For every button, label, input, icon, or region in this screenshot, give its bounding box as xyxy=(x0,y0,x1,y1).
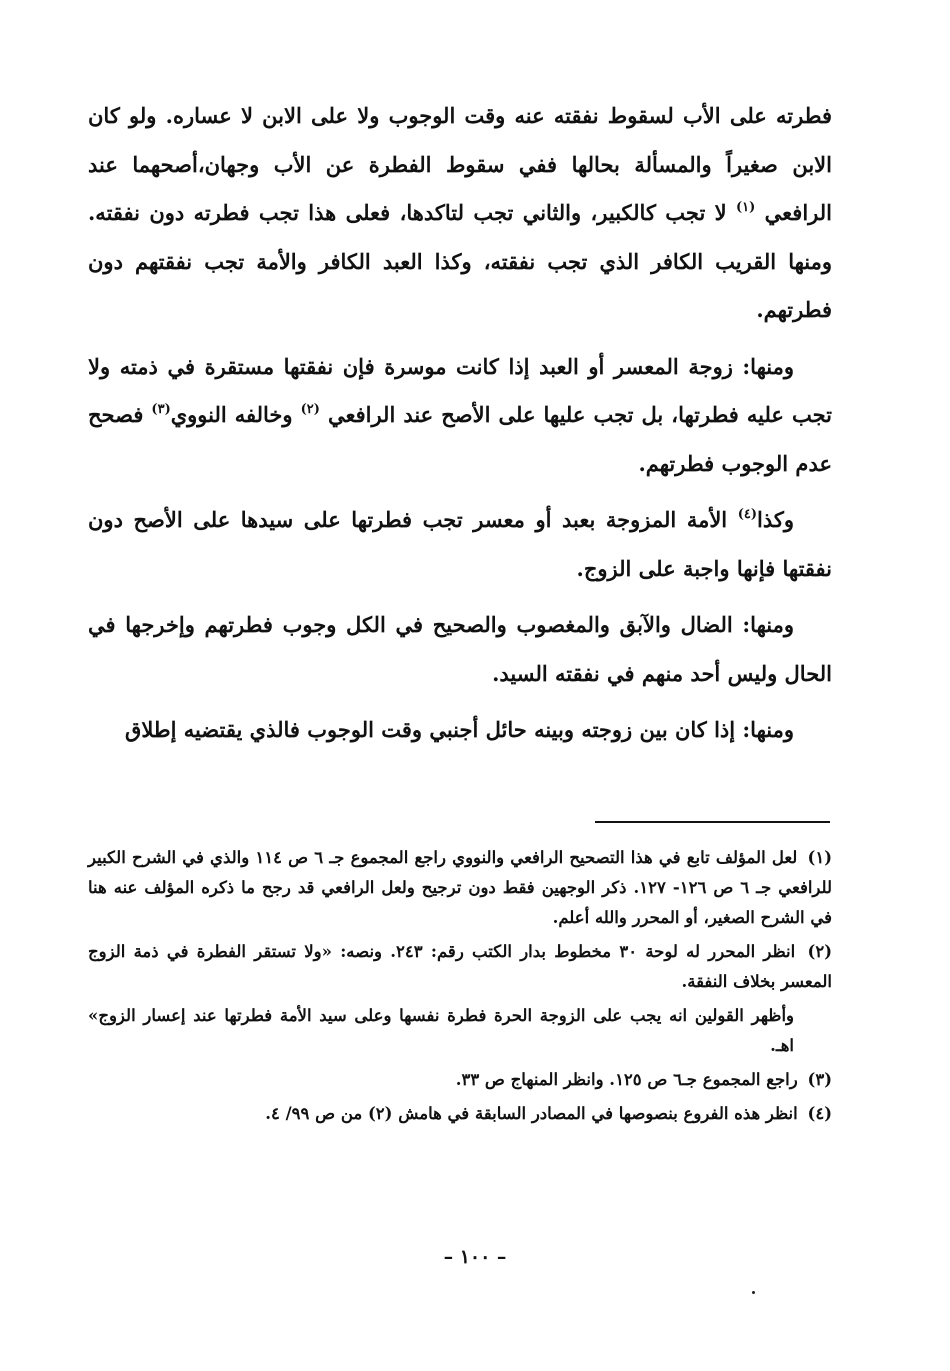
paragraph-1-text: فطرته على الأب لسقوط نفقته عنه وقت الوجوب ولا على الابن لا عساره. ولو كان الابن صغيراً والمسألة بحالها ففي سقوط الفطرة عن الأب وجهان،أصحهما عند الرافعي xyxy=(88,103,832,225)
paragraph-2-text: ومنها: زوجة المعسر أو العبد إذا كانت موسرة فإن نفقتها مستقرة في ذمته ولا تجب عليه فطرتها، بل تجب عليها على الأصح عند الرافعي xyxy=(88,353,833,427)
footnote-separator xyxy=(595,821,830,823)
paragraph-5-text: ومنها: إذا كان بين زوجته وبينه حائل أجنبي وقت الوجوب فالذي يقتضيه إطلاق xyxy=(125,717,794,742)
paragraph-5 xyxy=(88,706,832,755)
footnote-ref-4: (٤) xyxy=(737,507,757,522)
footnote-4 xyxy=(88,1099,832,1129)
footnote-3-label: (٣) xyxy=(807,1070,832,1089)
footnote-ref-1: (١) xyxy=(736,200,756,215)
paragraph-4-text: ومنها: الضال والآبق والمغصوب والصحيح في الكل وجوب فطرتهم وإخرجها في الحال وليس أحد منهم في نفقته السيد. xyxy=(88,612,832,686)
footnote-4-text: انظر هذه الفروع بنصوصها في المصادر السابقة في هامش (٢) من ص ٩٩/ ٤. xyxy=(265,1104,798,1123)
footnote-2-continuation-text: وأظهر القولين انه يجب على الزوجة الحرة فطرة نفسها وعلى سيد الأمة فطرتها عند إعسار الزوج» اهـ. xyxy=(88,1006,794,1055)
footnote-3 xyxy=(88,1065,832,1095)
footnote-3-text: راجع المجموع جـ٦ ص ١٢٥. وانظر المنهاج ص ٣٣. xyxy=(455,1070,798,1089)
paragraph-4 xyxy=(88,601,832,698)
footnote-1-label: (١) xyxy=(807,848,832,867)
footnote-ref-3: (٣) xyxy=(151,402,171,417)
paragraph-2-text-mid: وخالفه النووي xyxy=(170,402,293,427)
paragraph-1-text-cont: لا تجب كالكبير، والثاني تجب لتاكدها، فعلى هذا تجب فطرته دون نفقته. ومنها القريب الكافر الذي تجب نفقته، وكذا العبد الكافر والأمة تجب نفقتهم دون فطرتهم. xyxy=(88,200,832,322)
paragraph-2-text-end: فصحح عدم الوجوب فطرتهم. xyxy=(88,402,832,476)
footnote-2-text: انظر المحرر له لوحة ٣٠ مخطوط بدار الكتب رقم: ٢٤٣. ونصه: «ولا تستقر الفطرة في ذمة الزوج المعسر بخلاف النفقة. xyxy=(88,942,832,991)
footnote-2 xyxy=(88,937,832,997)
paragraph-3-text-cont: الأمة المزوجة بعبد أو معسر تجب فطرتها على سيدها على الأصح دون نفقتها فإنها واجبة على الزوج. xyxy=(88,507,832,581)
paragraph-3 xyxy=(88,496,832,593)
footnote-2-continuation xyxy=(88,1001,832,1061)
footnotes xyxy=(88,843,832,1133)
page-number: – ١٠٠ – xyxy=(443,1246,507,1268)
footnote-2-label: (٢) xyxy=(807,942,833,961)
paragraph-2 xyxy=(88,343,832,489)
main-text xyxy=(88,92,832,763)
scan-speck xyxy=(752,1291,755,1294)
footnote-1-text: لعل المؤلف تابع في هذا التصحيح الرافعي والنووي راجع المجموع جـ ٦ ص ١١٤ والذي في الشرح الكبير للرافعي جـ ٦ ص ١٢٦- ١٢٧. ذكر الوجهين فقط دون ترجيح ولعل الرافعي قد رجح ما ذكره المؤلف عنه هنا في الشرح الصغير، أو المحرر والله أعلم. xyxy=(88,848,833,927)
paragraph-1 xyxy=(88,92,832,335)
paragraph-3-text: وكذا xyxy=(757,507,794,532)
footnote-ref-2: (٢) xyxy=(300,402,320,417)
footnote-1 xyxy=(88,843,832,933)
footnote-4-label: (٤) xyxy=(807,1104,832,1123)
